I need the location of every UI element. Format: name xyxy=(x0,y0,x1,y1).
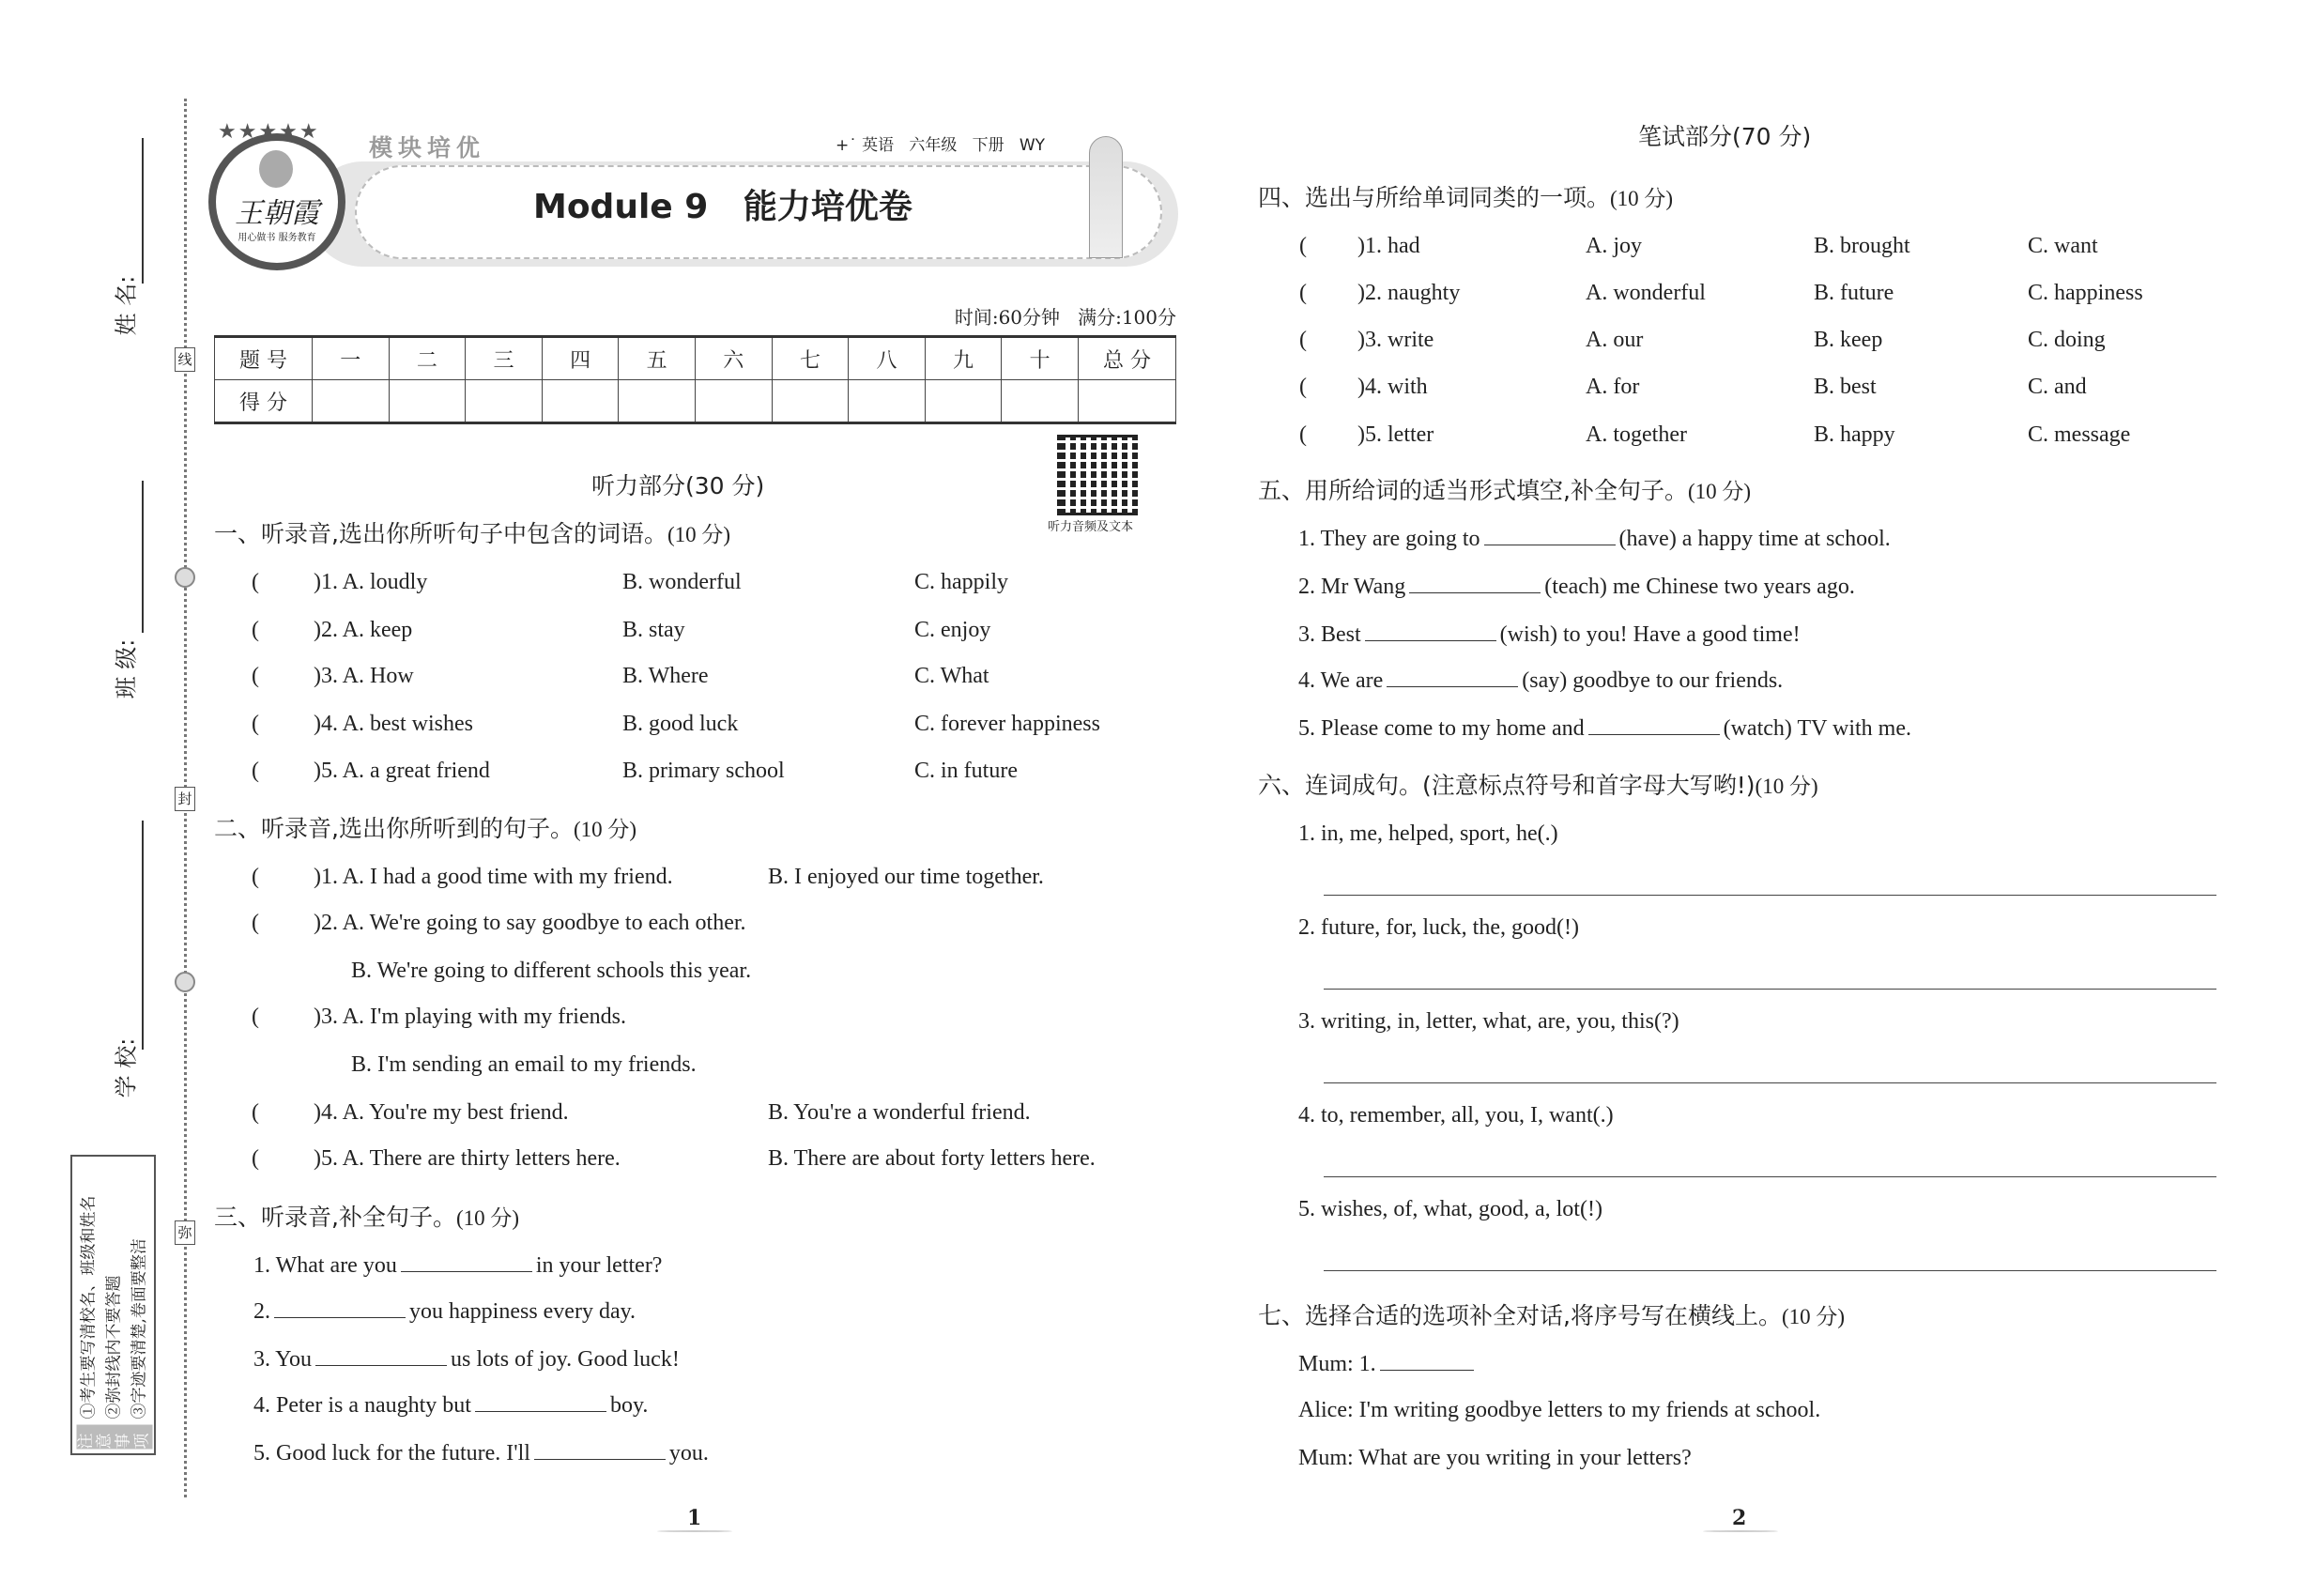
question-item: )1. A. loudly xyxy=(314,570,428,594)
score-cell[interactable] xyxy=(313,380,390,423)
table-header-cell: 题 号 xyxy=(215,337,313,380)
volume: 下册 xyxy=(972,136,1004,155)
series-label: 模块培优 xyxy=(369,134,486,161)
qr-caption: 听力音频及文本 xyxy=(1048,520,1134,534)
section-7-title: 七、选择合适的选项补全对话,将序号写在横线上。(10 分) xyxy=(1258,1302,1846,1329)
seal-mark: 弥 xyxy=(175,1220,195,1245)
score-cell[interactable] xyxy=(849,380,926,423)
dialogue-line: Mum: What are you writing in your letters? xyxy=(1298,1446,1692,1470)
answer-line[interactable] xyxy=(1324,1176,2216,1177)
option-a: A. wonderful xyxy=(1586,281,1706,305)
option-b: B. I'm sending an email to my friends. xyxy=(351,1052,697,1077)
score-cell[interactable] xyxy=(695,380,772,423)
question-item: )1. had xyxy=(1357,234,1420,258)
question-item: )2. A. keep xyxy=(314,618,413,642)
option-a: A. our xyxy=(1586,328,1644,352)
option-a: A. together xyxy=(1586,422,1687,447)
option-b: B. You're a wonderful friend. xyxy=(768,1100,1031,1125)
option-a: )1. A. I had a good time with my friend. xyxy=(314,865,673,889)
name-field[interactable] xyxy=(142,138,144,284)
blank-input[interactable] xyxy=(1387,667,1518,687)
option-b: B. future xyxy=(1814,281,1894,305)
page-title: Module 9 能力培优卷 xyxy=(533,188,912,226)
option-c: C. doing xyxy=(2028,328,2106,352)
answer-paren[interactable]: ( xyxy=(252,1100,259,1125)
option-b: B. We're going to different schools this year. xyxy=(351,959,752,983)
option-c: C. and xyxy=(2028,375,2087,399)
page-ornament-icon xyxy=(657,1530,732,1532)
question-item: )2. naughty xyxy=(1357,281,1461,305)
table-header-cell: 九 xyxy=(925,337,1002,380)
option-b: B. good luck xyxy=(622,712,739,736)
answer-line[interactable] xyxy=(1324,1082,2216,1083)
option-b: B. brought xyxy=(1814,234,1910,258)
blank-input[interactable] xyxy=(534,1439,666,1460)
page-number: 2 xyxy=(1732,1506,1747,1530)
fill-item: 4. Peter is a naughty but boy. xyxy=(253,1393,649,1418)
score-cell[interactable] xyxy=(1002,380,1079,423)
table-header-cell: 四 xyxy=(542,337,619,380)
option-b: B. wonderful xyxy=(622,570,742,594)
option-b: B. keep xyxy=(1814,328,1883,352)
table-header-cell: 七 xyxy=(772,337,849,380)
question-item: )5. A. a great friend xyxy=(314,759,490,783)
blank-input[interactable] xyxy=(1588,714,1720,735)
table-row xyxy=(215,337,1176,380)
class-field[interactable] xyxy=(142,481,144,633)
fill-item: 3. You us lots of joy. Good luck! xyxy=(253,1347,680,1372)
option-a: )3. A. I'm playing with my friends. xyxy=(314,1005,626,1029)
fill-item: 2. Mr Wang (teach) me Chinese two years ago. xyxy=(1298,575,1855,599)
section-5-title: 五、用所给词的适当形式填空,补全句子。(10 分) xyxy=(1258,477,1752,504)
answer-paren[interactable]: ( xyxy=(252,1146,259,1171)
word-order-item: 3. writing, in, letter, what, are, you, this(?) xyxy=(1298,1009,1679,1034)
grade: 六年级 xyxy=(909,136,958,155)
lighthouse-icon xyxy=(1089,136,1123,258)
answer-paren[interactable]: ( xyxy=(252,618,259,642)
answer-paren[interactable]: ( xyxy=(1299,281,1307,305)
option-a: A. joy xyxy=(1586,234,1642,258)
class-label: 班 级: xyxy=(113,638,140,699)
writing-title: 笔试部分(70 分) xyxy=(1638,123,1812,150)
option-b: B. best xyxy=(1814,375,1877,399)
section-3-title: 三、听录音,补全句子。(10 分) xyxy=(214,1204,520,1231)
table-header-cell: 三 xyxy=(466,337,543,380)
fill-item: 5. Good luck for the future. I'll you. xyxy=(253,1441,709,1466)
section-6-title: 六、连词成句。(注意标点符号和首字母大写哟!)(10 分) xyxy=(1258,772,1818,799)
score-cell[interactable] xyxy=(619,380,696,423)
note-item: ①考生要写清校名、班级和姓名 xyxy=(79,1195,99,1420)
blank-input[interactable] xyxy=(1365,621,1496,641)
edition: WY xyxy=(1019,136,1046,155)
option-a: A. for xyxy=(1586,375,1640,399)
table-header-cell: 五 xyxy=(619,337,696,380)
option-c: C. happiness xyxy=(2028,281,2143,305)
fill-item: 3. Best (wish) to you! Have a good time! xyxy=(1298,622,1801,647)
answer-paren[interactable]: ( xyxy=(252,712,259,736)
blank-input[interactable] xyxy=(1484,525,1616,545)
note-item: ③字迹要清楚,卷面要整洁 xyxy=(130,1238,149,1420)
score-cell[interactable] xyxy=(389,380,466,423)
answer-line[interactable] xyxy=(1324,895,2216,896)
blank-input[interactable] xyxy=(1409,573,1541,593)
school-label: 学 校: xyxy=(113,1037,140,1098)
fill-item: 1. They are going to (have) a happy time at school. xyxy=(1298,527,1891,551)
fill-item: 4. We are (say) goodbye to our friends. xyxy=(1298,668,1784,693)
option-c: C. forever happiness xyxy=(914,712,1100,736)
blank-input[interactable] xyxy=(475,1391,606,1412)
fill-item: 5. Please come to my home and (watch) TV with me. xyxy=(1298,716,1911,741)
option-c: C. message xyxy=(2028,422,2131,447)
brand-logo xyxy=(208,133,345,270)
question-item: )3. A. How xyxy=(314,664,414,688)
score-cell[interactable] xyxy=(925,380,1002,423)
word-order-item: 4. to, remember, all, you, I, want(.) xyxy=(1298,1103,1614,1128)
time-info: 时间:60分钟 满分:100分 xyxy=(954,306,1176,329)
question-item: )4. with xyxy=(1357,375,1428,399)
table-header-cell: 二 xyxy=(389,337,466,380)
option-c: C. What xyxy=(914,664,989,688)
note-item: ②弥封线内不要答题 xyxy=(104,1275,124,1420)
answer-paren[interactable]: ( xyxy=(1299,234,1307,258)
word-order-item: 1. in, me, helped, sport, he(.) xyxy=(1298,821,1558,846)
table-header-cell: 八 xyxy=(849,337,926,380)
answer-paren[interactable]: ( xyxy=(252,759,259,783)
option-b: B. I enjoyed our time together. xyxy=(768,865,1044,889)
seal-mark: 封 xyxy=(175,787,195,811)
score-table xyxy=(214,335,1176,424)
option-c: C. want xyxy=(2028,234,2098,258)
blank-input[interactable] xyxy=(401,1251,532,1272)
book-info xyxy=(836,131,1045,155)
word-order-item: 5. wishes, of, what, good, a, lot(!) xyxy=(1298,1197,1602,1221)
dialogue-line: Mum: 1. xyxy=(1298,1350,1478,1378)
binding-hole-icon xyxy=(175,567,195,588)
score-cell[interactable] xyxy=(772,380,849,423)
section-4-title: 四、选出与所给单词同类的一项。(10 分) xyxy=(1258,184,1674,211)
blank-input[interactable] xyxy=(274,1297,406,1318)
binding-hole-icon xyxy=(175,972,195,992)
blank-input[interactable] xyxy=(1380,1350,1474,1371)
answer-paren[interactable]: ( xyxy=(252,664,259,688)
option-b: B. There are about forty letters here. xyxy=(768,1146,1096,1171)
answer-line[interactable] xyxy=(1324,989,2216,990)
word-order-item: 2. future, for, luck, the, good(!) xyxy=(1298,915,1579,940)
table-row-label: 得 分 xyxy=(215,380,313,423)
sparkle-icon: +˙ xyxy=(836,136,863,155)
answer-paren[interactable]: ( xyxy=(252,570,259,594)
option-a: )5. A. There are thirty letters here. xyxy=(314,1146,621,1171)
seal-mark: 线 xyxy=(175,347,195,372)
score-cell[interactable] xyxy=(1079,380,1176,423)
page-ornament-icon xyxy=(1703,1530,1778,1532)
table-header-cell: 总 分 xyxy=(1079,337,1176,380)
subject: 英语 xyxy=(862,136,895,155)
option-c: C. in future xyxy=(914,759,1018,783)
answer-paren[interactable]: ( xyxy=(1299,375,1307,399)
portrait-icon xyxy=(259,150,293,188)
option-a: )4. A. You're my best friend. xyxy=(314,1100,569,1125)
question-item: )5. letter xyxy=(1357,422,1434,447)
option-c: C. enjoy xyxy=(914,618,991,642)
answer-paren[interactable]: ( xyxy=(252,1005,259,1029)
option-b: B. Where xyxy=(622,664,709,688)
section-1-title: 一、听录音,选出你所听句子中包含的词语。(10 分) xyxy=(214,520,731,547)
qr-code-icon[interactable] xyxy=(1057,435,1138,515)
option-c: C. happily xyxy=(914,570,1008,594)
blank-input[interactable] xyxy=(315,1345,447,1366)
listening-title: 听力部分(30 分) xyxy=(591,472,765,499)
fill-item: 2. you happiness every day. xyxy=(253,1299,636,1324)
stars-icon: ★★★★★ xyxy=(218,120,320,144)
score-cell[interactable] xyxy=(466,380,543,423)
table-row xyxy=(215,380,1176,423)
answer-paren[interactable]: ( xyxy=(252,865,259,889)
answer-line[interactable] xyxy=(1324,1270,2216,1271)
page-number: 1 xyxy=(687,1506,702,1530)
dialogue-line: Alice: I'm writing goodbye letters to my friends at school. xyxy=(1298,1398,1821,1422)
fill-item: 1. What are you in your letter? xyxy=(253,1253,663,1278)
answer-paren[interactable]: ( xyxy=(1299,328,1307,352)
answer-paren[interactable]: ( xyxy=(252,911,259,935)
notes-box xyxy=(70,1155,156,1455)
option-b: B. primary school xyxy=(622,759,785,783)
table-header-cell: 十 xyxy=(1002,337,1079,380)
brand-slogan: 用心做书 服务教育 xyxy=(238,233,316,243)
table-header-cell: 六 xyxy=(695,337,772,380)
school-field[interactable] xyxy=(142,821,144,1050)
notes-title: 注意事项 xyxy=(77,1425,153,1450)
section-2-title: 二、听录音,选出你所听到的句子。(10 分) xyxy=(214,815,637,842)
answer-paren[interactable]: ( xyxy=(1299,422,1307,447)
brand-name: 王朝霞 xyxy=(235,197,319,230)
question-item: )3. write xyxy=(1357,328,1434,352)
question-item: )4. A. best wishes xyxy=(314,712,473,736)
option-a: )2. A. We're going to say goodbye to each other. xyxy=(314,911,746,935)
name-label: 姓 名: xyxy=(113,275,140,336)
table-header-cell: 一 xyxy=(313,337,390,380)
option-b: B. happy xyxy=(1814,422,1895,447)
option-b: B. stay xyxy=(622,618,685,642)
score-cell[interactable] xyxy=(542,380,619,423)
